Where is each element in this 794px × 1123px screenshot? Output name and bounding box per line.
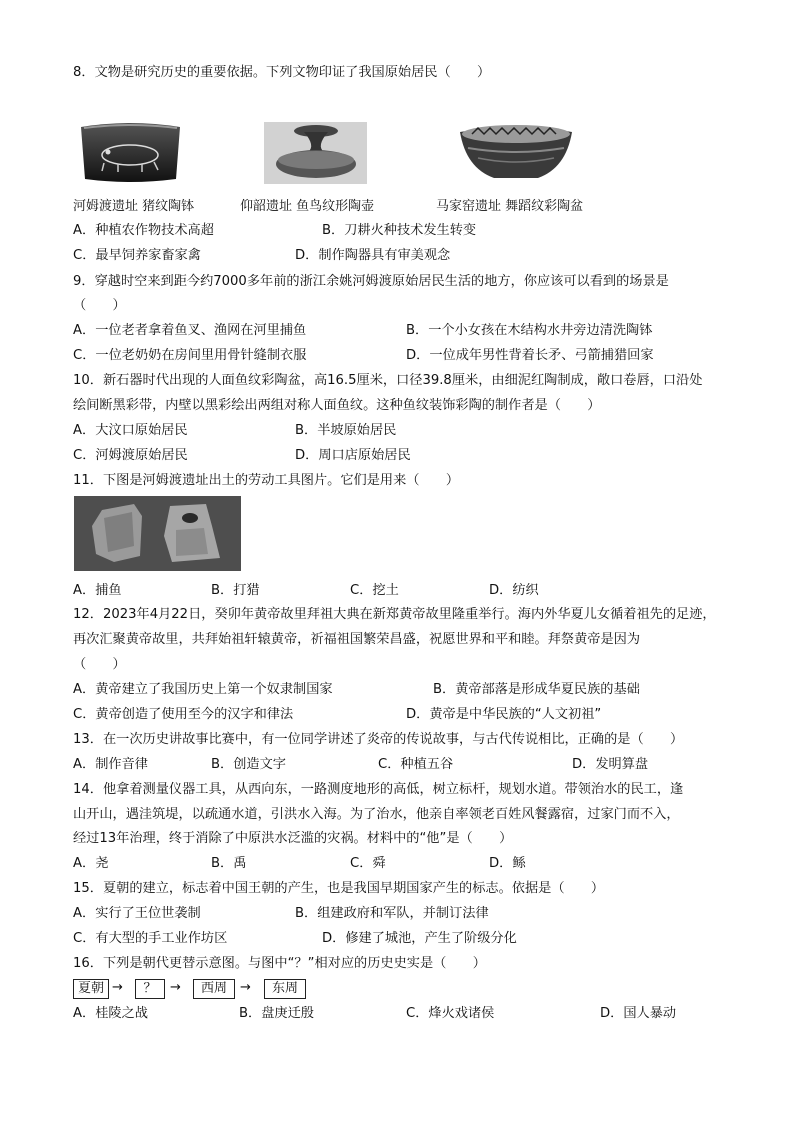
q15-stem: 15．夏朝的建立，标志着中国王朝的产生，也是我国早期国家产生的标志。依据是（ ）	[73, 881, 605, 896]
q13-option-c[interactable]: C．种植五谷	[378, 757, 454, 772]
q14-stem-line-1: 14．他拿着测量仪器工具，从西向东，一路测度地形的高低，树立标杆，规划水道。带领治水的民工，逢	[73, 782, 684, 797]
q13-option-a[interactable]: A．制作音律	[73, 757, 148, 772]
q11-option-a[interactable]: A．捕鱼	[73, 583, 122, 598]
q14-stem-line-2: 山开山，遇洼筑堤，以疏通水道，引洪水入海。为了治水，他亲自率领老百姓风餐露宿，过家门而不入，	[73, 807, 680, 822]
dancing-pattern-basin-image	[458, 122, 574, 184]
q12-stem-line-3: （ ）	[73, 657, 126, 672]
q13-option-b[interactable]: B．创造文字	[211, 757, 286, 772]
flow-box-unknown: ？	[135, 979, 165, 999]
q16-option-b[interactable]: B．盘庚迁殷	[239, 1006, 314, 1021]
pig-pattern-bowl-image	[78, 119, 183, 185]
q14-stem-line-3: 经过13年治理，终于消除了中原洪水泛滥的灾祸。材料中的“他”是（ ）	[73, 831, 513, 846]
q14-option-d[interactable]: D．鲧	[489, 856, 526, 871]
q14-option-b[interactable]: B．禹	[211, 856, 247, 871]
q16-option-c[interactable]: C．烽火戏诸侯	[406, 1006, 495, 1021]
q10-option-b[interactable]: B．半坡原始居民	[295, 423, 397, 438]
q11-stem: 11．下图是河姆渡遗址出土的劳动工具图片。它们是用来（ ）	[73, 473, 460, 488]
q10-option-c[interactable]: C．河姆渡原始居民	[73, 448, 188, 463]
flow-arrow-1: →	[112, 980, 123, 995]
q9-option-d[interactable]: D．一位成年男性背着长矛、弓箭捕猎回家	[406, 348, 654, 363]
q16-stem: 16．下列是朝代更替示意图。与图中“？”相对应的历史史实是（ ）	[73, 956, 486, 971]
q16-option-d[interactable]: D．国人暴动	[600, 1006, 677, 1021]
q9-option-c[interactable]: C．一位老奶奶在房间里用骨针缝制衣服	[73, 348, 307, 363]
q12-option-b[interactable]: B．黄帝部落是形成华夏民族的基础	[433, 682, 640, 697]
q13-stem: 13．在一次历史讲故事比赛中，有一位同学讲述了炎帝的传说故事，与古代传说相比，正确的是（ ）	[73, 732, 684, 747]
q12-option-c[interactable]: C．黄帝创造了使用至今的汉字和律法	[73, 707, 294, 722]
q9-option-a[interactable]: A．一位老者拿着鱼叉、渔网在河里捕鱼	[73, 323, 307, 338]
flow-arrow-3: →	[240, 980, 251, 995]
q12-option-a[interactable]: A．黄帝建立了我国历史上第一个奴隶制国家	[73, 682, 333, 697]
q10-stem-line-2: 绘间断黑彩带，内壁以黑彩绘出两组对称人面鱼纹。这种鱼纹装饰彩陶的制作者是（ ）	[73, 398, 601, 413]
q9-stem-line-1: 9．穿越时空来到距今约7000多年前的浙江余姚河姆渡原始居民生活的地方，你应该可以看到的场景是	[73, 274, 669, 289]
q11-option-d[interactable]: D．纺织	[489, 583, 539, 598]
flow-box-east-zhou: 东周	[264, 979, 306, 999]
q10-option-a[interactable]: A．大汶口原始居民	[73, 423, 188, 438]
q15-option-c[interactable]: C．有大型的手工业作坊区	[73, 931, 228, 946]
q12-stem-line-1: 12．2023年4月22日，癸卯年黄帝故里拜祖大典在新郑黄帝故里隆重举行。海内外华夏儿女循着祖先的足迹，	[73, 607, 716, 622]
q9-option-b[interactable]: B．一个小女孩在木结构水井旁边清洗陶钵	[406, 323, 653, 338]
q10-stem-line-1: 10．新石器时代出现的人面鱼纹彩陶盆，高16.5厘米，口径39.8厘米，由细泥红陶制成，敞口卷唇，口沿处	[73, 373, 703, 388]
q8-option-d[interactable]: D．制作陶器具有审美观念	[295, 248, 451, 263]
q15-option-b[interactable]: B．组建政府和军队，并制订法律	[295, 906, 489, 921]
q8-option-c[interactable]: C．最早饲养家畜家禽	[73, 248, 201, 263]
fish-bird-pattern-pot-image	[264, 122, 367, 184]
q8-option-a[interactable]: A．种植农作物技术高超	[73, 223, 214, 238]
q8-caption-2: 仰韶遗址 鱼鸟纹形陶壶	[240, 199, 375, 214]
q8-caption-3: 马家窑遗址 舞蹈纹彩陶盆	[436, 199, 584, 214]
q16-option-a[interactable]: A．桂陵之战	[73, 1006, 148, 1021]
q13-option-d[interactable]: D．发明算盘	[572, 757, 649, 772]
q8-stem: 8．文物是研究历史的重要依据。下列文物印证了我国原始居民（ ）	[73, 65, 491, 80]
q14-option-c[interactable]: C．舜	[350, 856, 386, 871]
q12-stem-line-2: 再次汇聚黄帝故里，共拜始祖轩辕黄帝，祈福祖国繁荣昌盛，祝愿世界和平和睦。拜祭黄帝是因为	[73, 632, 641, 647]
flow-arrow-2: →	[170, 980, 181, 995]
q10-option-d[interactable]: D．周口店原始居民	[295, 448, 411, 463]
flow-box-xia: 夏朝	[73, 979, 109, 999]
hemudu-tools-image	[74, 496, 241, 571]
q8-option-b[interactable]: B．刀耕火种技术发生转变	[322, 223, 477, 238]
flow-box-west-zhou: 西周	[193, 979, 235, 999]
q11-option-c[interactable]: C．挖土	[350, 583, 399, 598]
q15-option-a[interactable]: A．实行了王位世袭制	[73, 906, 201, 921]
q12-option-d[interactable]: D．黄帝是中华民族的“人文初祖”	[406, 707, 602, 722]
q15-option-d[interactable]: D．修建了城池，产生了阶级分化	[322, 931, 517, 946]
q14-option-a[interactable]: A．尧	[73, 856, 109, 871]
q8-caption-1: 河姆渡遗址 猪纹陶钵	[73, 199, 195, 214]
q9-stem-line-2: （ ）	[73, 298, 126, 313]
q11-option-b[interactable]: B．打猎	[211, 583, 260, 598]
